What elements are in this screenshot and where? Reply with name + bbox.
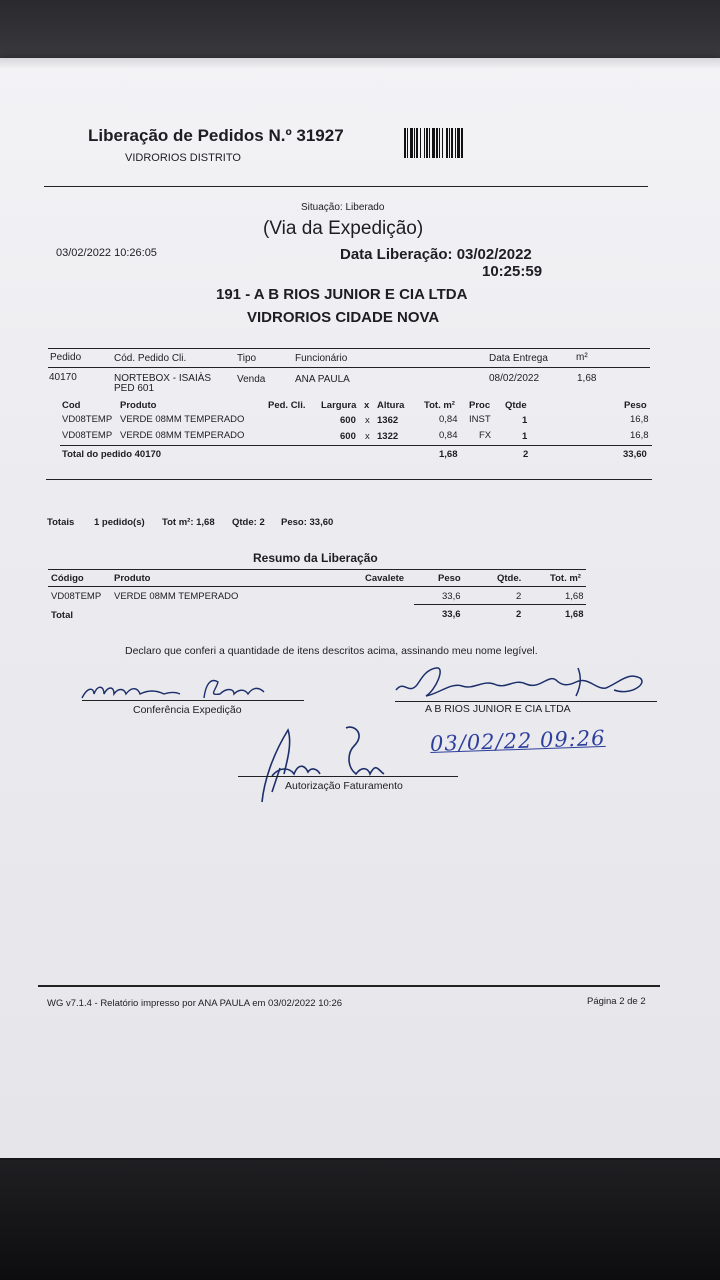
item-altura: 1362 [377,415,399,426]
resumo-col-tot: Tot. m² [550,573,581,584]
item-produto: VERDE 08MM TEMPERADO [120,430,245,441]
tipo-value: Venda [237,374,266,385]
resumo-tot: 1,68 [565,591,584,602]
item-tot: 0,84 [439,414,458,425]
divider [44,186,648,187]
col-largura: Largura [321,400,357,411]
resumo-col-produto: Produto [114,573,151,584]
declaration-text: Declaro que conferi a quantidade de itens descritos acima, assinando meu nome legível. [125,645,538,657]
release-date: Data Liberação: 03/02/2022 [340,246,532,263]
col-ped-cli: Ped. Cli. [268,400,306,411]
release-time: 10:25:59 [482,263,543,280]
totals-pedidos: 1 pedido(s) [94,517,145,528]
footer-left: WG v7.1.4 - Relatório impresso por ANA PAULA em 03/02/2022 10:26 [47,998,343,1009]
totals-label: Totais [47,517,75,528]
barcode-icon [404,128,510,158]
pedido-value: 40170 [49,372,77,383]
item-cod: VD08TEMP [62,430,113,441]
resumo-col-peso: Peso [438,573,461,584]
col-tipo: Tipo [237,353,257,364]
item-tot: 0,84 [439,430,458,441]
company-name: VIDRORIOS DISTRITO [125,152,241,164]
barcode-bar [463,128,464,158]
item-peso: 16,8 [630,414,649,425]
resumo-peso: 33,6 [442,591,461,602]
divider [48,586,586,587]
col-pedido: Pedido [50,352,82,363]
data-entrega-value: 08/02/2022 [489,373,540,384]
col-cod-cli: Cód. Pedido Cli. [114,353,187,364]
divider [414,604,586,605]
col-funcionario: Funcionário [295,353,348,364]
col-m2: m² [576,352,588,363]
handwritten-date: 03/02/22 09:26 [429,725,606,757]
conferencia-label: Conferência Expedição [133,704,242,716]
footer-divider [38,985,660,987]
divider [60,445,652,446]
autorizacao-label: Autorização Faturamento [285,780,403,792]
m2-value: 1,68 [577,373,597,384]
resumo-total-peso: 33,6 [442,609,461,620]
resumo-qtde: 2 [516,591,522,602]
col-tot-m2: Tot. m² [424,400,455,411]
client-signature-label: A B RIOS JUNIOR E CIA LTDA [425,703,571,715]
divider [46,479,652,480]
item-largura: 600 [340,431,356,442]
item-produto: VERDE 08MM TEMPERADO [120,414,245,425]
divider [48,348,650,349]
item-proc: INST [469,414,491,425]
col-data-entrega: Data Entrega [489,353,548,364]
order-total-qtde: 2 [523,449,529,460]
col-altura: Altura [377,400,405,411]
item-qtde: 1 [522,431,528,442]
resumo-produto: VERDE 08MM TEMPERADO [114,591,239,602]
item-cod: VD08TEMP [62,414,113,425]
resumo-codigo: VD08TEMP [51,591,102,602]
via-label: (Via da Expedição) [263,218,424,239]
printed-datetime: 03/02/2022 10:26:05 [56,247,157,259]
signature-autorizacao-icon [250,722,410,806]
item-qtde: 1 [522,415,528,426]
divider [48,569,586,570]
col-produto: Produto [120,400,157,411]
totals-peso: Peso: 33,60 [281,517,334,528]
col-cod: Cod [62,400,81,411]
item-x: x [365,415,370,426]
item-proc: FX [479,430,492,441]
client-name: 191 - A B RIOS JUNIOR E CIA LTDA [216,286,468,303]
item-altura: 1322 [377,431,399,442]
col-proc: Proc [469,400,491,411]
signature-line [82,700,304,701]
background-bottom [0,1160,720,1280]
status-text: Situação: Liberado [301,202,385,213]
resumo-col-codigo: Código [51,573,84,584]
footer-page: Página 2 de 2 [587,996,646,1007]
item-largura: 600 [340,415,356,426]
order-total-label: Total do pedido 40170 [62,449,162,460]
item-x: x [365,431,370,442]
order-total-peso: 33,60 [623,449,647,460]
cod-cli-value-2: PED 601 [114,383,155,394]
background-top [0,0,720,60]
signature-line [395,701,657,702]
page-edge [0,58,720,68]
branch-name: VIDRORIOS CIDADE NOVA [247,309,440,326]
item-peso: 16,8 [630,430,649,441]
resumo-total-tot: 1,68 [565,609,584,620]
resumo-col-cavalete: Cavalete [365,573,405,584]
signature-client-icon [390,660,660,704]
resumo-title: Resumo da Liberação [253,551,378,565]
cod-cli-value: NORTEBOX - ISAIÀS [114,373,212,384]
funcionario-value: ANA PAULA [295,374,350,385]
divider [48,367,650,368]
document-title: Liberação de Pedidos N.º 31927 [88,126,344,145]
col-peso: Peso [624,400,647,411]
resumo-total-label: Total [51,610,73,621]
order-total-m2: 1,68 [439,449,458,460]
col-x: x [364,400,370,411]
signature-line [238,776,458,777]
totals-m2: Tot m²: 1,68 [162,517,215,528]
col-qtde: Qtde [505,400,527,411]
resumo-total-qtde: 2 [516,609,522,620]
totals-qtde: Qtde: 2 [232,517,265,528]
resumo-col-qtde: Qtde. [497,573,522,584]
